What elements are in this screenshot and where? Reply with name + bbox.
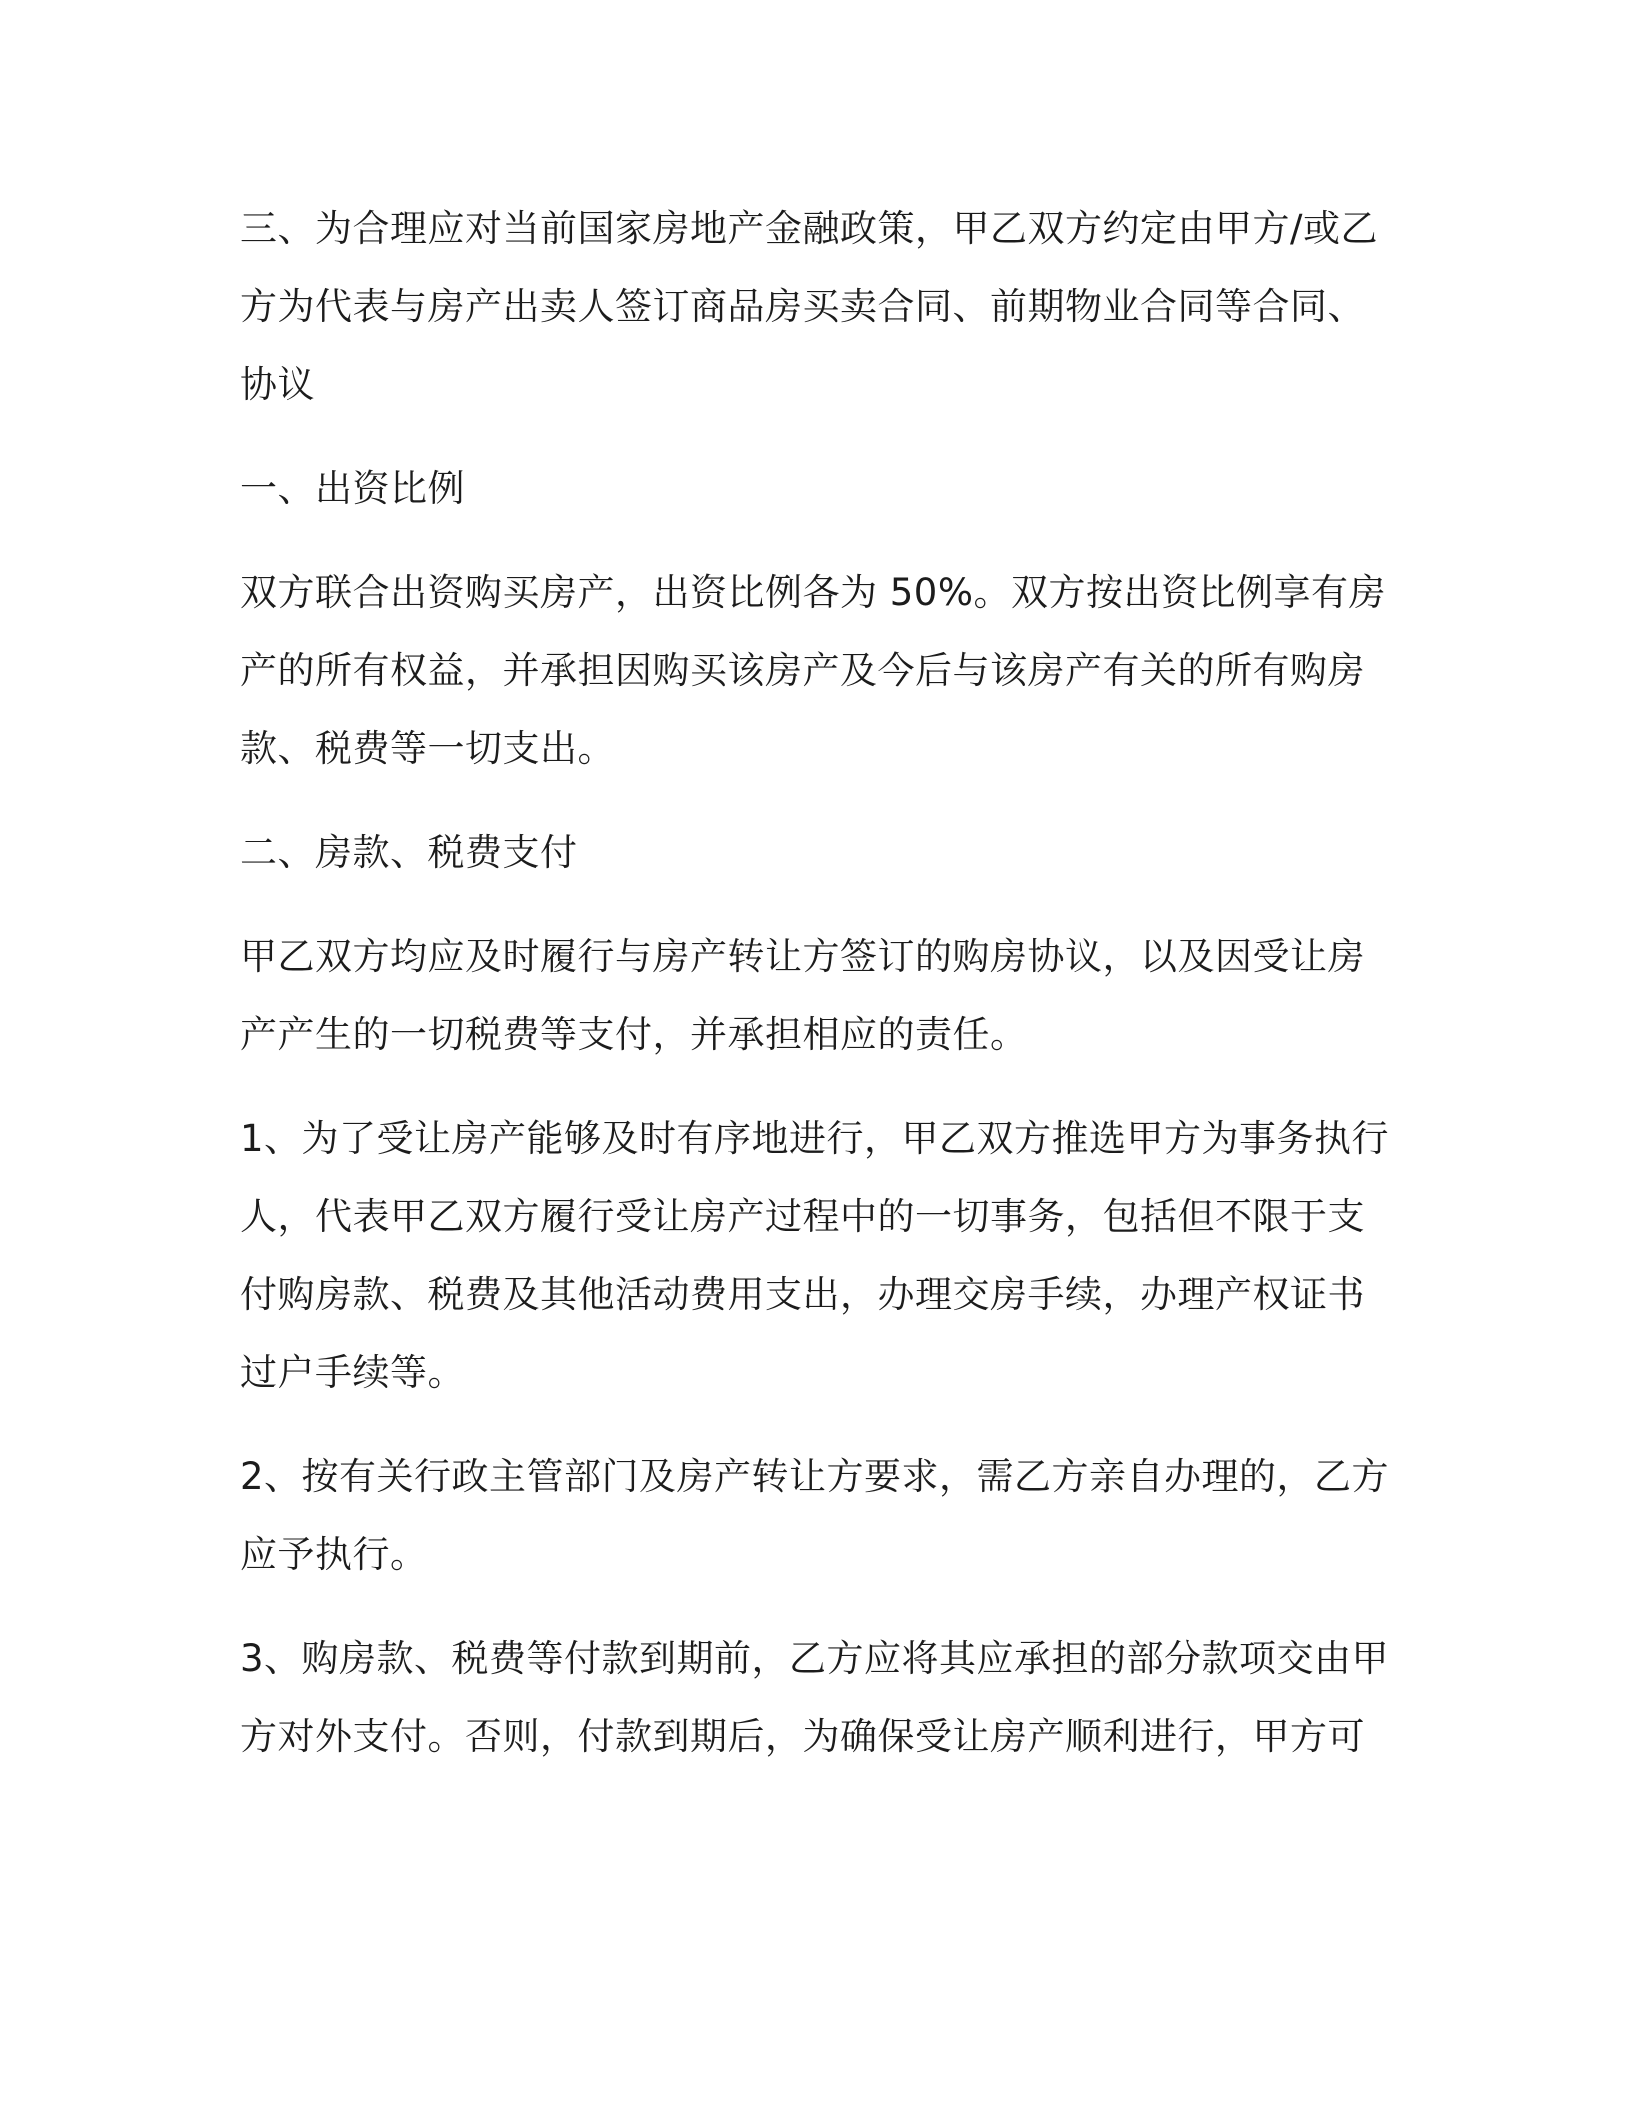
paragraph-item-3 — [240, 1620, 1390, 1776]
text-line: 应予执行。 — [240, 1533, 428, 1576]
heading-text: 二、房款、税费支付 — [240, 831, 578, 874]
section-heading-payment — [240, 814, 1390, 892]
section-heading-investment-ratio — [240, 450, 1390, 528]
text-line: 甲乙双方均应及时履行与房产转让方签订的购房协议，以及因受让房 — [240, 935, 1365, 978]
paragraph-clause-3-intro — [240, 190, 1390, 424]
text-line: 款、税费等一切支出。 — [240, 727, 615, 770]
text-line: 方为代表与房产出卖人签订商品房买卖合同、前期物业合同等合同、 — [240, 285, 1365, 328]
text-line: 方对外支付。否则，付款到期后，为确保受让房产顺利进行，甲方可 — [240, 1715, 1365, 1758]
text-line: 付购房款、税费及其他活动费用支出，办理交房手续，办理产权证书 — [240, 1273, 1365, 1316]
document-body — [240, 190, 1390, 1802]
text-line: 三、为合理应对当前国家房地产金融政策，甲乙双方约定由甲方/或乙 — [240, 207, 1378, 250]
text-line: 产的所有权益，并承担因购买该房产及今后与该房产有关的所有购房 — [240, 649, 1365, 692]
text-line: 产产生的一切税费等支付，并承担相应的责任。 — [240, 1013, 1028, 1056]
paragraph-item-2 — [240, 1438, 1390, 1594]
text-line: 1、为了受让房产能够及时有序地进行，甲乙双方推选甲方为事务执行 — [240, 1117, 1390, 1160]
paragraph-investment-ratio — [240, 554, 1390, 788]
heading-text: 一、出资比例 — [240, 467, 465, 510]
text-line: 过户手续等。 — [240, 1351, 465, 1394]
text-line: 2、按有关行政主管部门及房产转让方要求，需乙方亲自办理的，乙方 — [240, 1455, 1390, 1498]
text-line: 3、购房款、税费等付款到期前，乙方应将其应承担的部分款项交由甲 — [240, 1637, 1390, 1680]
text-line: 人，代表甲乙双方履行受让房产过程中的一切事务，包括但不限于支 — [240, 1195, 1365, 1238]
text-line: 双方联合出资购买房产，出资比例各为 50%。双方按出资比例享有房 — [240, 571, 1386, 614]
text-line: 协议 — [240, 363, 315, 406]
paragraph-payment — [240, 918, 1390, 1074]
paragraph-item-1 — [240, 1100, 1390, 1412]
